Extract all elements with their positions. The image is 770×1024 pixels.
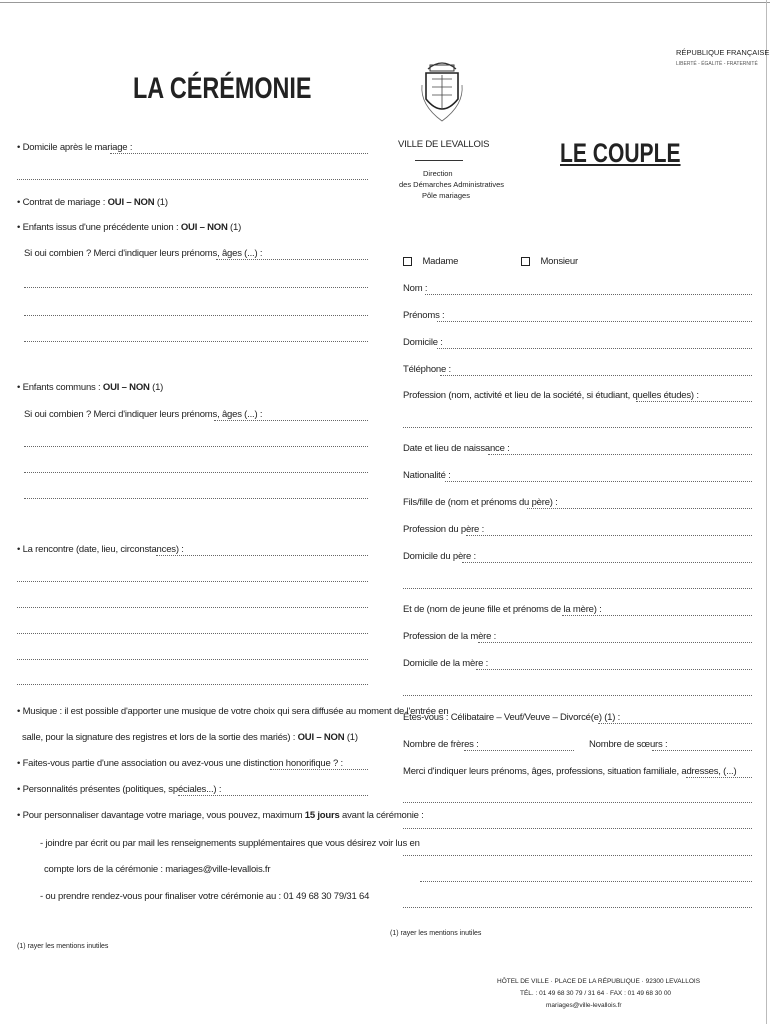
dom-pere-label: Domicile du père :: [403, 551, 476, 562]
musique-options[interactable]: OUI – NON: [297, 732, 345, 743]
couple-title: LE COUPLE: [560, 138, 681, 168]
contrat-options[interactable]: OUI – NON: [107, 197, 155, 208]
etes-vous-field[interactable]: [598, 723, 752, 724]
footer-address: HÔTEL DE VILLE · PLACE DE LA RÉPUBLIQUE · 92300 LEVALLOIS: [497, 978, 701, 985]
merci-field-4[interactable]: [403, 855, 752, 856]
rencontre-field-2[interactable]: [17, 581, 368, 582]
fils-label: Fils/fille de (nom et prénoms du père) :: [403, 497, 558, 508]
profession-field[interactable]: [636, 401, 752, 402]
rdv-label: - ou prendre rendez-vous pour finaliser votre cérémonie au : 01 49 68 30 79/31 64: [40, 891, 370, 902]
merci-field-6[interactable]: [403, 907, 752, 908]
soeurs-field[interactable]: [652, 750, 752, 751]
enfants-communs-field-2[interactable]: [24, 446, 368, 447]
merci-field[interactable]: [686, 777, 752, 778]
footnote-left: (1) rayer les mentions inutiles: [17, 943, 109, 950]
rencontre-label: • La rencontre (date, lieu, circonstances) :: [17, 544, 184, 555]
merci-field-5[interactable]: [420, 881, 752, 882]
direction-line2: des Démarches Administratives: [399, 180, 505, 189]
joindre-line2: compte lors de la cérémonie : mariages@ville-levallois.fr: [44, 864, 271, 875]
enfants-precedente-field[interactable]: [216, 259, 368, 260]
si-oui-label-1: Si oui combien ? Merci d'indiquer leurs prénoms, âges (...) :: [24, 248, 263, 259]
si-oui-label-2: Si oui combien ? Merci d'indiquer leurs prénoms, âges (...) :: [24, 409, 263, 420]
rencontre-field-5[interactable]: [17, 659, 368, 660]
mere-label: Et de (nom de jeune fille et prénoms de la mère) :: [403, 604, 602, 615]
nationalite-label: Nationalité :: [403, 470, 451, 481]
personnalites-label: • Personnalités présentes (politiques, spéciales...) :: [17, 784, 222, 795]
naissance-label: Date et lieu de naissance :: [403, 443, 510, 454]
direction-line1: Direction: [423, 169, 453, 178]
musique-line2: salle, pour la signature des registres et lors de la sortie des mariés) : OUI – NON (1): [22, 732, 358, 743]
enfants-precedente-field-4[interactable]: [24, 341, 368, 342]
nom-label: Nom :: [403, 283, 428, 294]
rencontre-field-4[interactable]: [17, 633, 368, 634]
scan-top-border: [0, 2, 770, 3]
prenoms-field[interactable]: [437, 321, 752, 322]
prof-mere-field[interactable]: [478, 642, 752, 643]
domicile-apres-field[interactable]: [110, 153, 368, 154]
footnote-right: (1) rayer les mentions inutiles: [390, 930, 482, 937]
enfants-communs-field-3[interactable]: [24, 472, 368, 473]
enfants-precedente-field-2[interactable]: [24, 287, 368, 288]
profession-label: Profession (nom, activité et lieu de la société, si étudiant, quelles études) :: [403, 390, 699, 401]
merci-field-2[interactable]: [403, 802, 752, 803]
levallois-crest-icon: [418, 55, 466, 125]
association-field[interactable]: [270, 769, 368, 770]
rencontre-field-3[interactable]: [17, 607, 368, 608]
prof-pere-label: Profession du père :: [403, 524, 485, 535]
personnalites-field[interactable]: [178, 795, 368, 796]
republique-label: RÉPUBLIQUE FRANÇAISE: [676, 48, 770, 57]
prenoms-label: Prénoms :: [403, 310, 445, 321]
dom-mere-label: Domicile de la mère :: [403, 658, 489, 669]
enfants-communs-options[interactable]: OUI – NON: [102, 382, 150, 393]
enfants-precedente-field-3[interactable]: [24, 315, 368, 316]
madame-checkbox[interactable]: [403, 257, 412, 266]
freres-field[interactable]: [464, 750, 574, 751]
monsieur-checkbox[interactable]: [521, 257, 530, 266]
fils-field[interactable]: [527, 508, 752, 509]
rencontre-field[interactable]: [156, 555, 368, 556]
profession-field-2[interactable]: [403, 427, 752, 428]
personnaliser-label: • Pour personnaliser davantage votre mariage, vous pouvez, maximum 15 jours avant la cérémonie :: [17, 810, 424, 821]
contrat-mariage-label: • Contrat de mariage : OUI – NON (1): [17, 197, 168, 208]
domicile-apres-label: • Domicile après le mariage :: [17, 142, 133, 153]
devise-label: LIBERTÉ - ÉGALITÉ - FRATERNITÉ: [676, 61, 758, 67]
dom-pere-field-2[interactable]: [403, 588, 752, 589]
madame-option[interactable]: Madame: [403, 256, 458, 267]
mere-field[interactable]: [562, 615, 752, 616]
domicile-label: Domicile :: [403, 337, 443, 348]
naissance-field[interactable]: [488, 454, 752, 455]
enfants-communs-field[interactable]: [214, 420, 368, 421]
musique-line1: • Musique : il est possible d'apporter une musique de votre choix qui sera diffusée au moment de l'entrée en: [17, 706, 449, 717]
dom-mere-field[interactable]: [476, 669, 752, 670]
nationalite-field[interactable]: [445, 481, 752, 482]
dom-pere-field[interactable]: [462, 562, 752, 563]
enfants-precedente-options[interactable]: OUI – NON: [180, 222, 228, 233]
rencontre-field-6[interactable]: [17, 684, 368, 685]
merci-label: Merci d'indiquer leurs prénoms, âges, professions, situation familiale, adresses, (...): [403, 766, 737, 777]
dom-mere-field-2[interactable]: [403, 695, 752, 696]
prof-mere-label: Profession de la mère :: [403, 631, 497, 642]
scan-right-border: [766, 0, 767, 1024]
direction-line3: Pôle mariages: [422, 191, 470, 200]
etes-vous-label: Êtes-vous : Célibataire – Veuf/Veuve – Divorcé(e) (1) :: [403, 712, 621, 723]
enfants-communs-field-4[interactable]: [24, 498, 368, 499]
nom-field[interactable]: [425, 294, 752, 295]
footer-phone: TÉL. : 01 49 68 30 79 / 31 64 · FAX : 01 49 68 30 00: [520, 990, 672, 997]
prof-pere-field[interactable]: [466, 535, 752, 536]
telephone-field[interactable]: [440, 375, 752, 376]
telephone-label: Téléphone :: [403, 364, 451, 375]
header-divider: [415, 160, 463, 161]
monsieur-option[interactable]: Monsieur: [521, 256, 578, 267]
domicile-field[interactable]: [437, 348, 752, 349]
merci-field-3[interactable]: [403, 828, 752, 829]
enfants-communs-label: • Enfants communs : OUI – NON (1): [17, 382, 164, 393]
footer-email: mariages@ville-levallois.fr: [546, 1002, 622, 1009]
freres-label: Nombre de frères :: [403, 739, 479, 750]
enfants-precedente-label: • Enfants issus d'une précédente union : OUI – NON (1): [17, 222, 242, 233]
domicile-apres-field-2[interactable]: [17, 179, 368, 180]
joindre-line1: - joindre par écrit ou par mail les renseignements supplémentaires que vous désirez voir lus en: [40, 838, 420, 849]
soeurs-label: Nombre de sœurs :: [589, 739, 668, 750]
association-label: • Faites-vous partie d'une association ou avez-vous une distinction honorifique ? :: [17, 758, 343, 769]
ceremonie-title: LA CÉRÉMONIE: [133, 72, 312, 105]
ville-label: VILLE DE LEVALLOIS: [398, 139, 490, 150]
